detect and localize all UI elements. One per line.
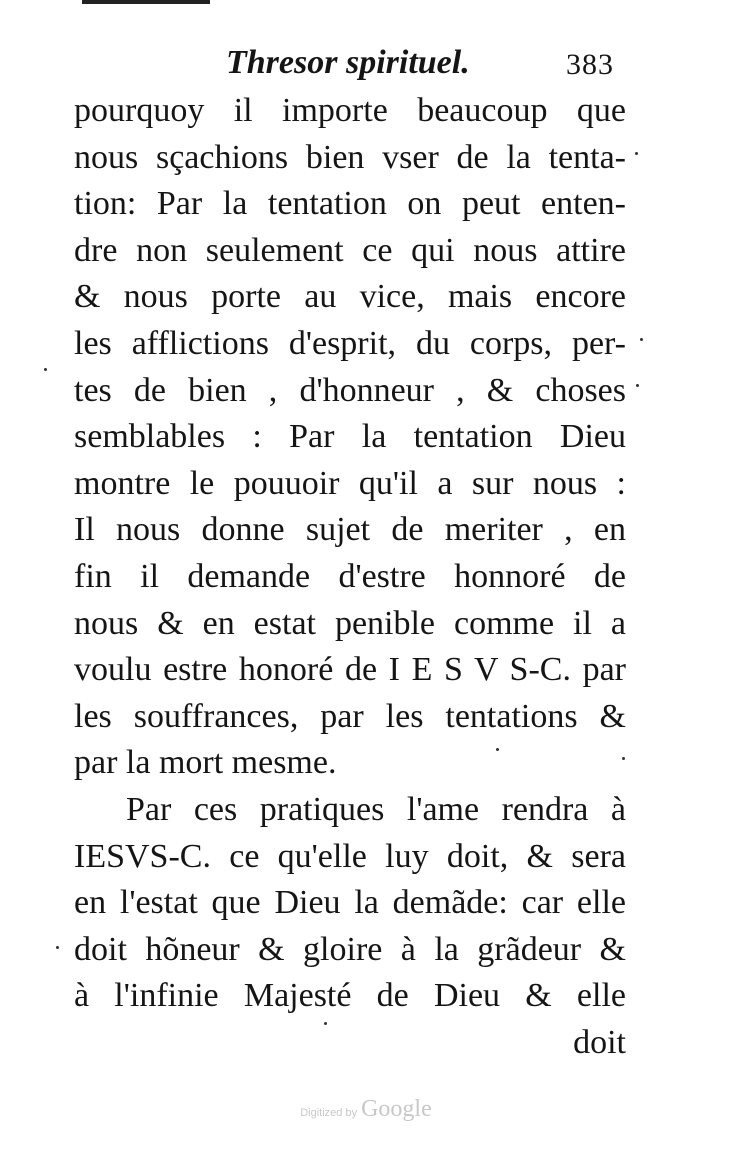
text-line: à l'infinie Majesté de Dieu & elle (74, 977, 626, 1015)
text-line: tion: Par la tentation on peut enten- (74, 185, 626, 223)
paragraph-start-line: Par ces pratiques l'ame rendra à (126, 790, 626, 828)
print-speck (44, 368, 47, 371)
text-line: dre non seulement ce qui nous attire (74, 231, 626, 269)
text-line: doit hõneur & gloire à la grãdeur & (74, 930, 626, 968)
print-speck (496, 748, 499, 751)
digitized-footer (0, 1096, 732, 1123)
text-line: semblables : Par la tentation Dieu (74, 418, 626, 456)
text-line: les afflictions d'esprit, du corps, per- (74, 324, 626, 362)
text-line: Il nous donne sujet de meriter , en (74, 511, 626, 549)
catchword: doit (573, 1023, 626, 1061)
text-line: les souffrances, par les tentations & (74, 697, 626, 735)
text-line: tes de bien , d'honneur , & choses (74, 371, 626, 409)
print-speck (636, 384, 639, 387)
text-line: nous sçachions bien vser de la tenta- (74, 138, 626, 176)
text-line: pourquoy il importe beaucoup que (74, 92, 626, 129)
print-speck (640, 338, 643, 341)
text-line: & nous porte au vice, mais encore (74, 278, 626, 316)
digitized-label: Digitized by (300, 1107, 358, 1119)
text-line: IESVS-C. ce qu'elle luy doit, & sera (74, 837, 626, 875)
text-line: nous & en estat penible comme il a (74, 604, 626, 642)
page-number: 383 (566, 48, 614, 81)
top-border-rule (82, 0, 210, 4)
text-line: voulu estre honoré de I E S V S-C. par (74, 651, 626, 689)
text-line: fin il demande d'estre honnoré de (74, 557, 626, 595)
page-header (0, 38, 732, 88)
print-speck (324, 1022, 327, 1025)
print-speck (56, 946, 59, 949)
google-logo: Google (361, 1096, 432, 1122)
running-title: Thresor spirituel. (226, 44, 470, 81)
text-line: montre le pouuoir qu'il a sur nous : (74, 464, 626, 502)
print-speck (622, 757, 625, 760)
text-line: en l'estat que Dieu la demãde: car elle (74, 884, 626, 922)
body-text (74, 88, 626, 1066)
paragraph-end-line: par la mort mesme. (74, 744, 337, 782)
print-speck (635, 152, 638, 155)
